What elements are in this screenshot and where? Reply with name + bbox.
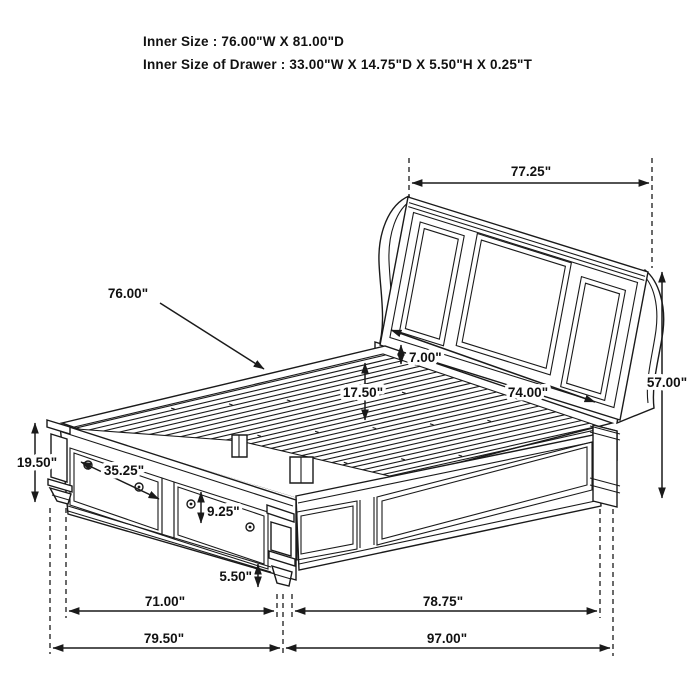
dim-label-footboard-inner-width: 71.00" bbox=[144, 594, 186, 609]
dim-label-headboard-width: 77.25" bbox=[510, 164, 552, 179]
dimension-slat-area-width bbox=[108, 286, 264, 369]
inner-size-line: Inner Size : 76.00"W X 81.00"D bbox=[143, 34, 345, 49]
headboard-right-leg bbox=[590, 425, 620, 507]
dim-label-headboard-inner-width: 74.00" bbox=[507, 385, 549, 400]
dimension-overall-width bbox=[53, 631, 280, 648]
dim-label-drawer-front-width: 35.25" bbox=[103, 463, 145, 478]
dim-label-foot-height: 5.50" bbox=[219, 569, 252, 584]
dim-label-drawer-front-height: 9.25" bbox=[207, 504, 240, 519]
dimension-overall-length bbox=[286, 631, 610, 648]
inner-drawer-size-line: Inner Size of Drawer : 33.00"W X 14.75"D X 5.50"H X 0.25"T bbox=[143, 57, 533, 72]
dim-label-overall-length: 97.00" bbox=[426, 631, 468, 646]
dim-label-platform-height: 17.50" bbox=[342, 385, 384, 400]
dim-label-headboard-clearance: 7.00" bbox=[409, 350, 442, 365]
dim-label-footboard-height: 19.50" bbox=[16, 455, 58, 470]
dimension-headboard-width bbox=[412, 164, 649, 183]
dimension-footboard-inner-width bbox=[69, 594, 274, 611]
dim-label-headboard-height: 57.00" bbox=[646, 375, 688, 390]
footboard-right-post bbox=[267, 505, 294, 556]
dim-label-overall-width: 79.50" bbox=[143, 631, 185, 646]
dim-label-slat-area-width: 76.00" bbox=[107, 286, 149, 301]
dim-label-side-rail-length: 78.75" bbox=[422, 594, 464, 609]
dimension-side-rail-length bbox=[295, 594, 597, 611]
